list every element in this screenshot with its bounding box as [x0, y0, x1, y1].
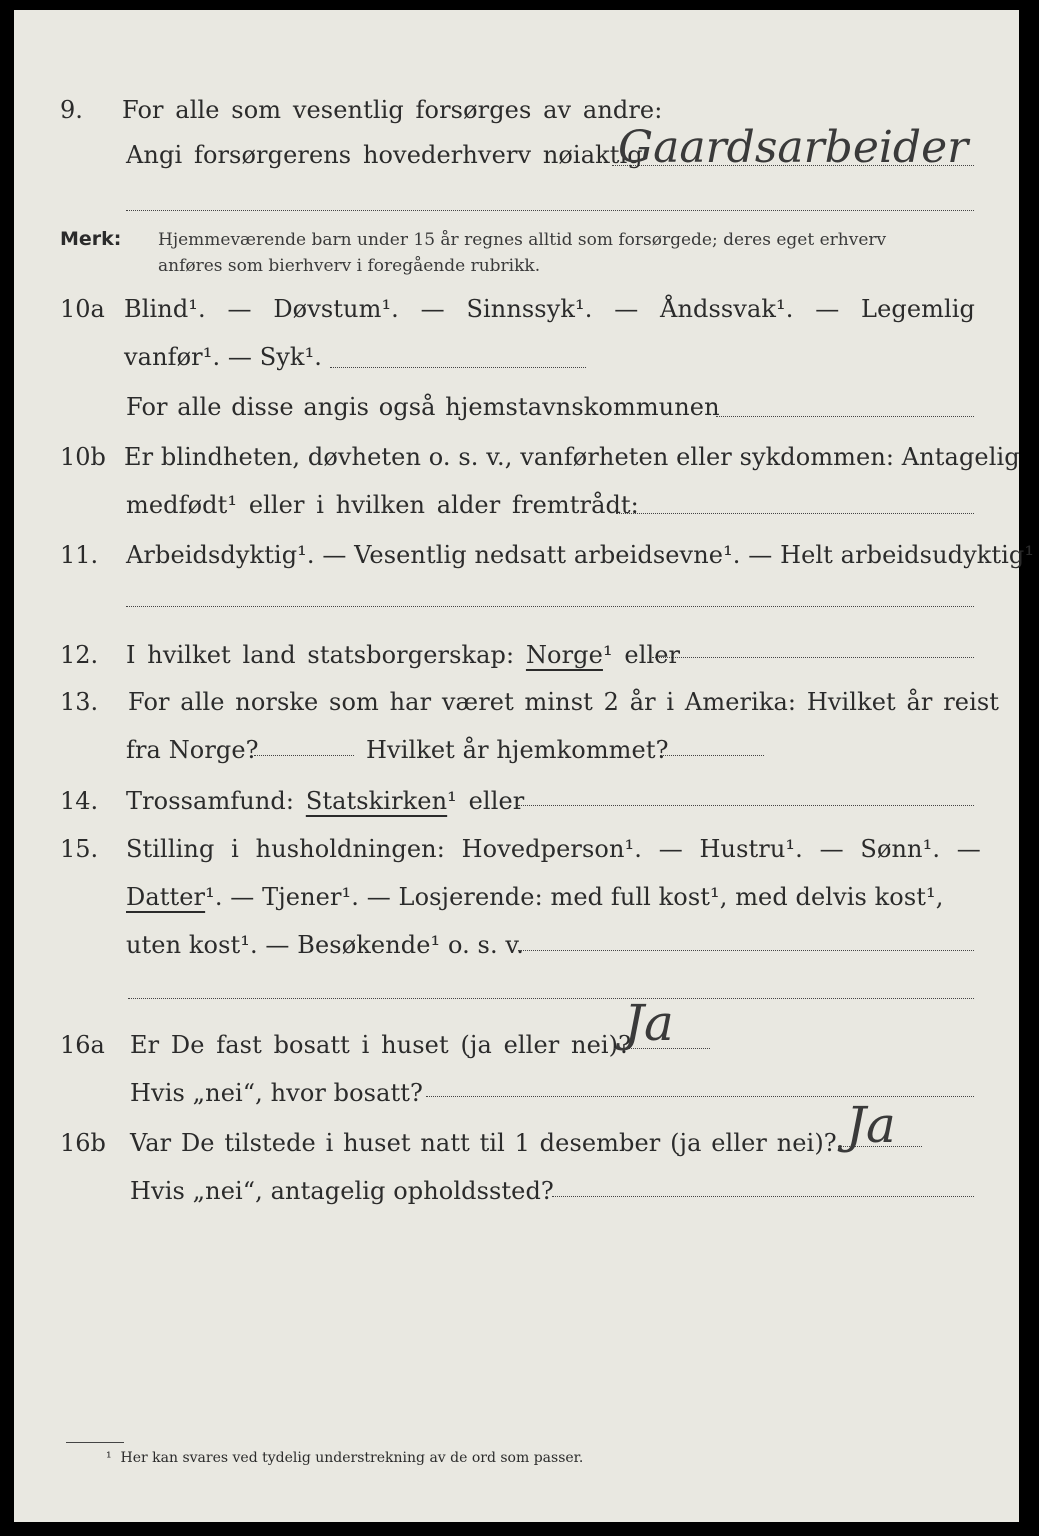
- q10a-line3: For alle disse angis også hjemstavnskommunen: [126, 393, 720, 421]
- q16b-line2: Hvis „nei“, antagelig opholdssted?: [130, 1177, 554, 1205]
- q16a-number: 16a: [60, 1031, 105, 1059]
- q16b-line1: Var De tilstede i huset natt til 1 desember (ja eller nei)?: [130, 1129, 837, 1157]
- q13-fra-norge: fra Norge?: [126, 736, 259, 764]
- q12-post: ¹ eller: [602, 641, 681, 669]
- footnote: [106, 1450, 583, 1466]
- q15-line2-rest: ¹. — Tjener¹. — Losjerende: med full kost¹, med delvis kost¹,: [205, 883, 944, 911]
- q12-question: I hvilket land statsborgerskap:: [126, 641, 515, 669]
- q10b-line1: Er blindheten, døvheten o. s. v., vanførheten eller sykdommen: Antagelig: [124, 443, 1020, 471]
- q9-handwritten-answer: Gaardsarbeider: [618, 122, 969, 173]
- q10b-number: 10b: [60, 443, 106, 471]
- q10b-answer-line: [616, 513, 974, 514]
- q15-line1: Stilling i husholdningen: Hovedperson¹. — Hustru¹. — Sønn¹. —: [126, 835, 981, 863]
- q10a-syk-line: [330, 367, 586, 368]
- merk-line1: Hjemmeværende barn under 15 år regnes alltid som forsørgede; deres eget erhverv: [158, 230, 887, 250]
- q9-line2: Angi forsørgerens hovederhverv nøiaktig: [126, 141, 643, 169]
- q15-line3: uten kost¹. — Besøkende¹ o. s. v.: [126, 931, 524, 959]
- q11-answer-line: [126, 606, 974, 607]
- q12-line: [126, 640, 680, 670]
- q15-answer-line: [518, 950, 974, 951]
- q13-number: 13.: [60, 688, 99, 716]
- q14-post: ¹ eller: [447, 787, 525, 815]
- merk-line2: anføres som bierhverv i foregående rubrikk.: [158, 256, 541, 276]
- q13-hjemkommet-line: [660, 755, 764, 756]
- q9-line1: For alle som vesentlig forsørges av andre:: [122, 96, 663, 124]
- q16b-handwritten-answer: Ja: [846, 1096, 896, 1154]
- q9-extra-line: [126, 210, 974, 211]
- q13-line1: For alle norske som har været minst 2 år i Amerika: Hvilket år reist: [128, 688, 1000, 716]
- q13-reist-line: [254, 755, 354, 756]
- q10a-number: 10a: [60, 295, 105, 323]
- footnote-mark: ¹: [106, 1450, 112, 1466]
- q10a-kommune-line: [716, 416, 974, 417]
- q14-question: Trossamfund:: [126, 787, 295, 815]
- q15-extra-line: [128, 998, 974, 999]
- q16b-opphold-line: [552, 1196, 974, 1197]
- q12-answer-line: [652, 657, 974, 658]
- q16a-line2: Hvis „nei“, hvor bosatt?: [130, 1079, 423, 1107]
- q14-line: [126, 786, 524, 816]
- q16a-line1: Er De fast bosatt i huset (ja eller nei)?: [130, 1031, 632, 1059]
- q11-line1: Arbeidsdyktig¹. — Vesentlig nedsatt arbeidsevne¹. — Helt arbeidsudyktig¹: [126, 541, 1035, 569]
- q10a-line2: vanfør¹. — Syk¹.: [124, 343, 323, 371]
- q14-option-statskirken[interactable]: Statskirken: [305, 787, 448, 815]
- q16b-number: 16b: [60, 1129, 106, 1157]
- q15-line2: [126, 882, 943, 912]
- q15-option-datter[interactable]: Datter: [126, 883, 206, 911]
- q14-answer-line: [518, 805, 974, 806]
- footnote-text: Her kan svares ved tydelig understrekning av de ord som passer.: [120, 1450, 584, 1466]
- q16a-handwritten-answer: Ja: [624, 994, 674, 1052]
- q10b-line2: medfødt¹ eller i hvilken alder fremtrådt:: [126, 491, 639, 519]
- q10a-line1: Blind¹. — Døvstum¹. — Sinnssyk¹. — Åndssvak¹. — Legemlig: [124, 295, 976, 323]
- footnote-rule: [66, 1442, 124, 1443]
- q9-number: 9.: [60, 96, 83, 124]
- q14-number: 14.: [60, 787, 99, 815]
- q15-number: 15.: [60, 835, 99, 863]
- merk-label: Merk:: [60, 228, 122, 250]
- q13-hjemkommet: Hvilket år hjemkommet?: [366, 736, 669, 764]
- q12-number: 12.: [60, 641, 99, 669]
- q12-option-norge[interactable]: Norge: [525, 641, 603, 669]
- q11-number: 11.: [60, 541, 99, 569]
